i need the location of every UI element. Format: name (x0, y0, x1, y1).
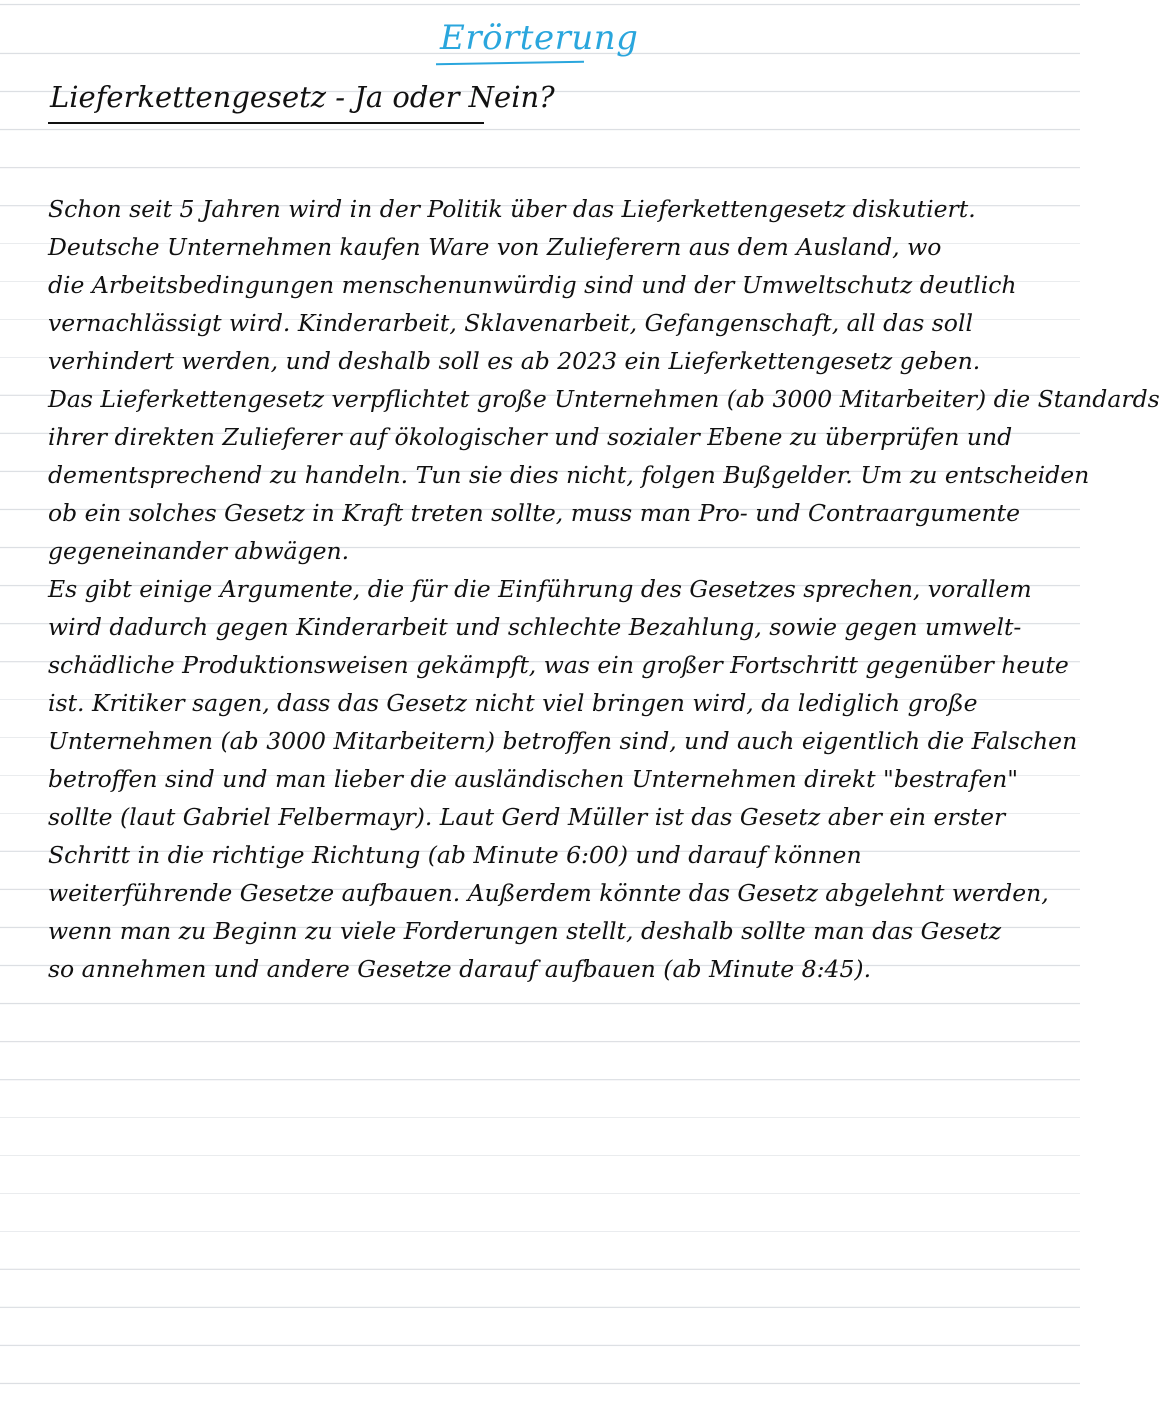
text-line: ihrer direkten Zulieferer auf ökologischer und sozialer Ebene zu überprüfen und (48, 423, 1013, 451)
text-line: schädliche Produktionsweisen gekämpft, was ein großer Fortschritt gegenüber heute (48, 651, 1069, 679)
text-line: Schritt in die richtige Richtung (ab Minute 6:00) und darauf können (48, 841, 862, 869)
text-line: sollte (laut Gabriel Felbermayr). Laut Gerd Müller ist das Gesetz aber ein erster (48, 803, 1006, 831)
text-line: Das Lieferkettengesetz verpflichtet große Unternehmen (ab 3000 Mitarbeiter) die Standards (48, 385, 1160, 413)
text-line: ist. Kritiker sagen, dass das Gesetz nicht viel bringen wird, da lediglich große (48, 689, 978, 717)
text-line: verhindert werden, und deshalb soll es ab 2023 ein Lieferkettengesetz geben. (48, 347, 981, 375)
text-line: Es gibt einige Argumente, die für die Einführung des Gesetzes sprechen, vorallem (48, 575, 1032, 603)
essay-body (48, 190, 1160, 988)
text-line: die Arbeitsbedingungen menschenunwürdig sind und der Umweltschutz deutlich (48, 271, 1017, 299)
text-line: weiterführende Gesetze aufbauen. Außerdem könnte das Gesetz abgelehnt werden, (48, 879, 1049, 907)
text-line: wird dadurch gegen Kinderarbeit und schlechte Bezahlung, sowie gegen umwelt- (48, 613, 1022, 641)
text-line: Unternehmen (ab 3000 Mitarbeitern) betroffen sind, und auch eigentlich die Falschen (48, 727, 1078, 755)
text-line: ob ein solches Gesetz in Kraft treten sollte, muss man Pro- und Contraargumente (48, 499, 1021, 527)
text-line: vernachlässigt wird. Kinderarbeit, Sklavenarbeit, Gefangenschaft, all das soll (48, 309, 973, 337)
essay-title: Lieferkettengesetz - Ja oder Nein? (50, 80, 555, 114)
text-line: Deutsche Unternehmen kaufen Ware von Zulieferern aus dem Ausland, wo (48, 233, 942, 261)
text-line: so annehmen und andere Gesetze darauf aufbauen (ab Minute 8:45). (48, 955, 872, 983)
title-underline (48, 122, 484, 124)
heading-underline (436, 61, 584, 66)
heading: Erörterung (440, 18, 639, 58)
text-line: gegeneinander abwägen. (48, 537, 350, 565)
text-line: wenn man zu Beginn zu viele Forderungen stellt, deshalb sollte man das Gesetz (48, 917, 1002, 945)
text-line: dementsprechend zu handeln. Tun sie dies nicht, folgen Bußgelder. Um zu entscheiden (48, 461, 1090, 489)
text-line: Schon seit 5 Jahren wird in der Politik über das Lieferkettengesetz diskutiert. (48, 195, 976, 223)
text-line: betroffen sind und man lieber die ausländischen Unternehmen direkt "bestrafen" (48, 765, 1019, 793)
